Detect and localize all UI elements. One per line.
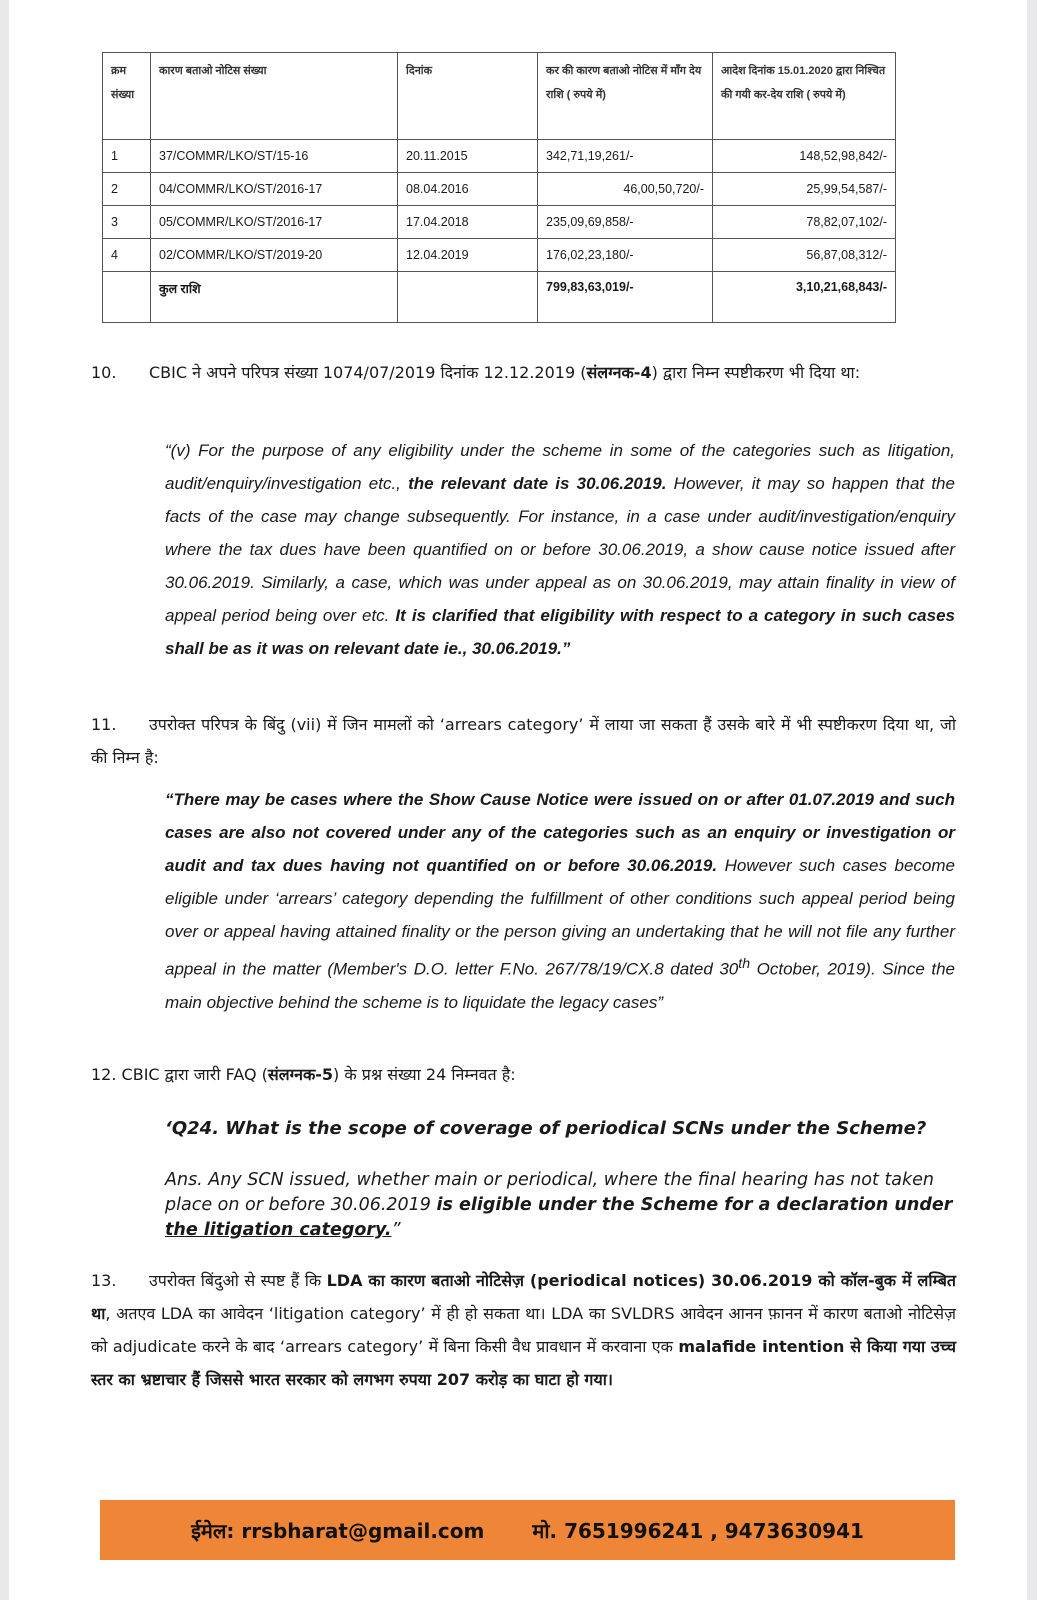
row-ordered: 56,87,08,312/- <box>713 239 896 272</box>
total-label: कुल राशि <box>151 272 398 323</box>
paragraph-text: CBIC ने अपने परिपत्र संख्या 1074/07/2019 दिनांक 12.12.2019 ( <box>149 363 587 382</box>
quote-emphasis: “There may be cases where the Show Cause Notice were issued on or after 01.07.2019 and such cases are also not covered under any of the categories such as an enquiry or investigation or audit and tax dues having not quantified on or before 30.06.2019. <box>165 790 955 875</box>
total-empty-sno <box>103 272 151 323</box>
row-notice: 37/COMMR/LKO/ST/15-16 <box>151 140 398 173</box>
annexure-ref: संलग्नक-5 <box>267 1065 334 1084</box>
row-demand: 235,09,69,858/- <box>538 206 713 239</box>
row-ordered: 148,52,98,842/- <box>713 140 896 173</box>
row-date: 12.04.2019 <box>398 239 538 272</box>
answer-text: Ans. Any SCN issued, whether main or periodical, where the final hearing has not taken place on or before 30.06.2019 <box>165 1170 935 1215</box>
row-date: 20.11.2015 <box>398 140 538 173</box>
row-sno: 4 <box>103 239 151 272</box>
table-row <box>103 206 896 239</box>
row-demand: 46,00,50,720/- <box>538 173 713 206</box>
paragraph-number: 12. <box>91 1065 117 1084</box>
header-demand: कर की कारण बताओ नोटिस में माँग देय राशि ( रुपये में) <box>538 53 713 140</box>
paragraph-text: ) द्वारा निम्न स्पष्टीकरण भी दिया था: <box>651 363 861 382</box>
paragraph-emphasis: LDA का कारण बताओ नोटिसेज़ (periodical notices) 30.06.2019 को कॉल-बुक में लम्बित था <box>91 1271 956 1323</box>
paragraph-number: 13. <box>91 1271 117 1290</box>
paragraph-number: 10. <box>91 363 117 382</box>
paragraph-10 <box>91 356 956 389</box>
row-date: 17.04.2018 <box>398 206 538 239</box>
header-sno: क्रम संख्या <box>103 53 151 140</box>
arrears-quote <box>165 783 955 1019</box>
answer-text: ” <box>391 1220 401 1240</box>
email-contact: ईमेल: rrsbharat@gmail.com <box>191 1518 485 1543</box>
row-demand: 342,71,19,261/- <box>538 140 713 173</box>
paragraph-11 <box>91 708 956 774</box>
total-empty-date <box>398 272 538 323</box>
superscript: th <box>738 956 751 972</box>
quote-text: October, 2019). Since the main objective behind the scheme is to liquidate the legacy cases” <box>165 959 955 1012</box>
table-header-row <box>103 53 896 140</box>
row-demand: 176,02,23,180/- <box>538 239 713 272</box>
notices-table <box>102 52 896 323</box>
header-notice: कारण बताओ नोटिस संख्या <box>151 53 398 140</box>
paragraph-number: 11. <box>91 715 117 734</box>
circular-quote <box>165 434 955 665</box>
table-total-row <box>103 272 896 323</box>
header-ordered: आदेश दिनांक 15.01.2020 द्वारा निश्चित की गयी कर-देय राशि ( रुपये में) <box>713 53 896 140</box>
contact-footer <box>100 1500 955 1560</box>
answer-underlined: the litigation category. <box>165 1220 392 1240</box>
row-notice: 04/COMMR/LKO/ST/2016-17 <box>151 173 398 206</box>
row-ordered: 25,99,54,587/- <box>713 173 896 206</box>
table-row <box>103 140 896 173</box>
annexure-ref: संलग्नक-4 <box>586 363 652 382</box>
row-sno: 1 <box>103 140 151 173</box>
paragraph-text: CBIC द्वारा जारी FAQ ( <box>121 1065 268 1084</box>
paragraph-text: ) के प्रश्न संख्या 24 निम्नवत है: <box>333 1065 516 1084</box>
row-date: 08.04.2016 <box>398 173 538 206</box>
faq-answer <box>165 1168 955 1243</box>
faq-question: ‘Q24. What is the scope of coverage of periodical SCNs under the Scheme? <box>165 1118 927 1139</box>
paragraph-12 <box>91 1058 956 1091</box>
quote-text: However such cases become eligible under ‘arrears’ category depending the fulfillment of other conditions such appeal period being over or appeal having attained finality or the person giving an undertaking that he will not file any further appeal in the matter (Member's D.O. letter F.No. 267/78/19/CX.8 dated 30 <box>165 856 955 979</box>
paragraph-text: उपरोक्त बिंदुओ से स्पष्ट हैं कि <box>149 1271 327 1290</box>
row-sno: 3 <box>103 206 151 239</box>
quote-text: However, it may so happen that the facts of the case may change subsequently. For instance, in a case under audit/investigation/enquiry where the tax dues have been quantified on or before 30.06.2019, a show cause notice issued after 30.06.2019. Similarly, a case, which was under appeal as on 30.06.2019, may attain finality in view of appeal period being over etc. <box>165 474 955 625</box>
table-row <box>103 239 896 272</box>
total-demand: 799,83,63,019/- <box>538 272 713 323</box>
total-ordered: 3,10,21,68,843/- <box>713 272 896 323</box>
quote-text: “(v) For the purpose of any eligibility under the scheme in some of the categories such as litigation, audit/enquiry/investigation etc., <box>165 441 955 493</box>
paragraph-13 <box>91 1264 956 1396</box>
paragraph-text: उपरोक्त परिपत्र के बिंदु (vii) में जिन मामलों को ‘arrears category’ में लाया जा सकता हैं उसके बारे में भी स्पष्टीकरण दिया था, जो की निम्न है: <box>91 715 956 767</box>
row-notice: 02/COMMR/LKO/ST/2019-20 <box>151 239 398 272</box>
paragraph-emphasis: malafide intention से किया गया उच्च स्तर का भ्रष्टाचार हैं जिससे भारत सरकार को लगभग रुपया 207 करोड़ का घाटा हो गया। <box>91 1337 956 1389</box>
header-date: दिनांक <box>398 53 538 140</box>
table-row <box>103 173 896 206</box>
phone-contact: मो. 7651996241 , 9473630941 <box>532 1518 864 1543</box>
row-ordered: 78,82,07,102/- <box>713 206 896 239</box>
paragraph-text: , अतएव LDA का आवेदन ‘litigation category’ में ही हो सकता था। LDA का SVLDRS आवेदन आनन फ़ानन में कारण बताओ नोटिसेज़ को adjudicate करने के बाद ‘arrears category’ में बिना किसी वैध प्रावधान में करवाना एक <box>91 1304 956 1356</box>
answer-emphasis: is eligible under the Scheme for a declaration under <box>436 1195 953 1215</box>
row-sno: 2 <box>103 173 151 206</box>
row-notice: 05/COMMR/LKO/ST/2016-17 <box>151 206 398 239</box>
quote-emphasis: the relevant date is 30.06.2019. <box>408 474 667 493</box>
quote-emphasis: It is clarified that eligibility with respect to a category in such cases shall be as it was on relevant date ie., 30.06.2019.” <box>165 606 955 658</box>
